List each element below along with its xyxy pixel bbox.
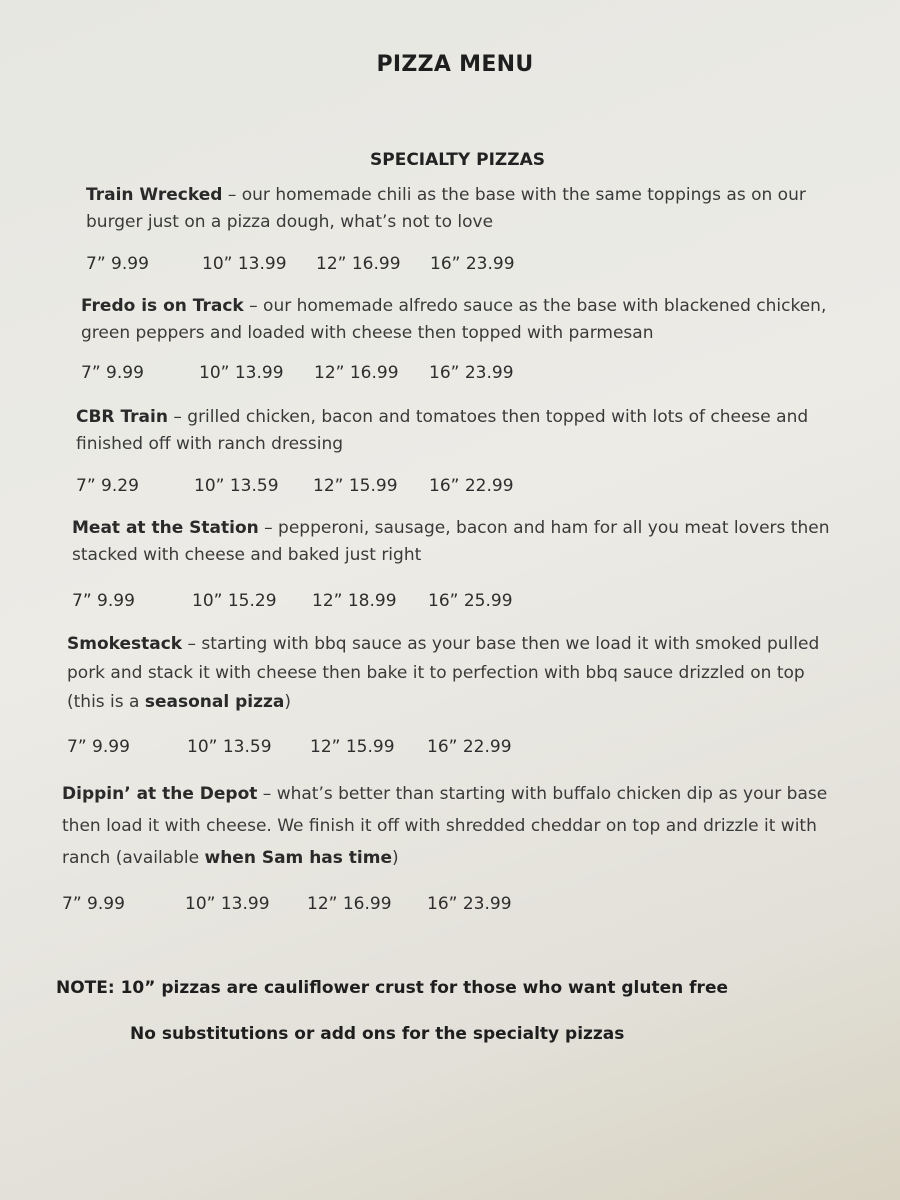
price-16: 16” 23.99 — [429, 363, 514, 383]
price-row — [76, 476, 836, 500]
price-7: 7” 9.99 — [67, 737, 130, 757]
price-7: 7” 9.99 — [62, 894, 125, 914]
price-12: 12” 16.99 — [314, 363, 399, 383]
gluten-free-note: NOTE: 10” pizzas are cauliflower crust for those who want gluten free — [56, 978, 728, 998]
price-7: 7” 9.99 — [72, 591, 135, 611]
price-16: 16” 22.99 — [429, 476, 514, 496]
price-12: 12” 16.99 — [316, 254, 401, 274]
price-7: 7” 9.99 — [81, 363, 144, 383]
pizza-description: CBR Train – grilled chicken, bacon and tomatoes then topped with lots of cheese and finished off with ranch dressing — [76, 407, 809, 454]
section-title: SPECIALTY PIZZAS — [370, 150, 545, 170]
availability-label: when Sam has time — [204, 848, 392, 868]
pizza-name: Smokestack — [67, 634, 183, 654]
pizza-cbr-train — [76, 404, 836, 500]
pizza-description: Fredo is on Track – our homemade alfredo sauce as the base with blackened chicken, green peppers and loaded with cheese then topped with parmesan — [81, 296, 827, 343]
price-10: 10” 13.99 — [199, 363, 284, 383]
price-16: 16” 23.99 — [430, 254, 515, 274]
price-12: 12” 15.99 — [313, 476, 398, 496]
price-10: 10” 13.99 — [202, 254, 287, 274]
page-title: PIZZA MENU — [376, 52, 534, 77]
price-row — [67, 737, 837, 761]
pizza-name: Train Wrecked — [86, 185, 223, 205]
pizza-smokestack — [67, 630, 837, 761]
pizza-name: Meat at the Station — [72, 518, 259, 538]
price-7: 7” 9.99 — [86, 254, 149, 274]
price-row — [72, 591, 832, 615]
pizza-dippin-at-the-depot — [62, 778, 842, 918]
pizza-description: Dippin’ at the Depot – what’s better than starting with buffalo chicken dip as your base then load it with cheese. We finish it off with shredded cheddar on top and drizzle it with ranch (available when Sam has time) — [62, 784, 828, 868]
pizza-train-wrecked — [86, 182, 846, 278]
seasonal-label: seasonal pizza — [144, 692, 285, 712]
price-row — [86, 254, 846, 278]
pizza-name: CBR Train — [76, 407, 168, 427]
price-10: 10” 13.59 — [194, 476, 279, 496]
pizza-meat-at-the-station — [72, 515, 832, 615]
price-12: 12” 15.99 — [310, 737, 395, 757]
price-12: 12” 16.99 — [307, 894, 392, 914]
price-row — [62, 894, 842, 918]
price-16: 16” 25.99 — [428, 591, 513, 611]
price-16: 16” 23.99 — [427, 894, 512, 914]
pizza-description: Train Wrecked – our homemade chili as the base with the same toppings as on our burger just on a pizza dough, what’s not to love — [86, 185, 806, 232]
pizza-name: Fredo is on Track — [81, 296, 244, 316]
price-10: 10” 15.29 — [192, 591, 277, 611]
price-row — [81, 363, 841, 387]
price-10: 10” 13.59 — [187, 737, 272, 757]
price-7: 7” 9.29 — [76, 476, 139, 496]
pizza-fredo-is-on-track — [81, 293, 841, 387]
price-10: 10” 13.99 — [185, 894, 270, 914]
price-16: 16” 22.99 — [427, 737, 512, 757]
pizza-name: Dippin’ at the Depot — [62, 784, 258, 804]
pizza-description: Meat at the Station – pepperoni, sausage, bacon and ham for all you meat lovers then stacked with cheese and baked just right — [72, 518, 830, 565]
no-substitutions-note: No substitutions or add ons for the specialty pizzas — [130, 1024, 625, 1044]
price-12: 12” 18.99 — [312, 591, 397, 611]
pizza-description: Smokestack – starting with bbq sauce as your base then we load it with smoked pulled pork and stack it with cheese then bake it to perfection with bbq sauce drizzled on top (this is a seasonal pizza) — [67, 634, 820, 712]
